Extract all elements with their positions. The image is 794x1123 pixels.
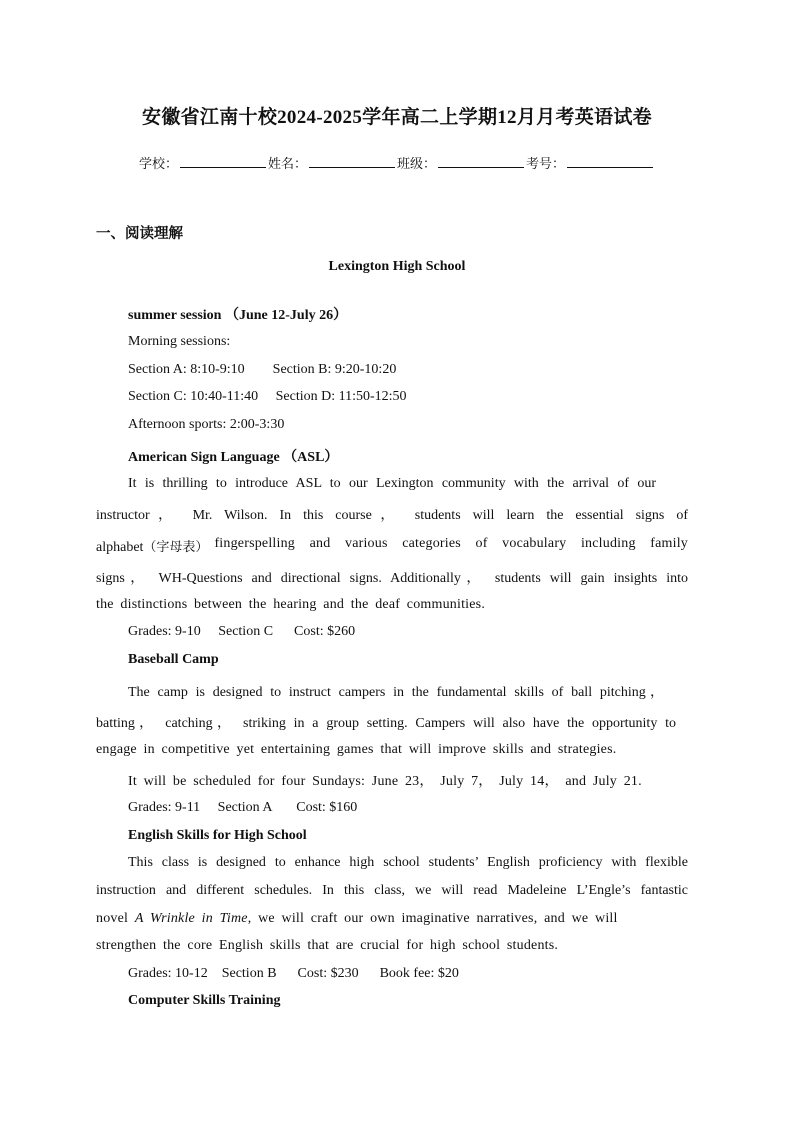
asl-line-3	[96, 536, 688, 556]
summer-row-1: Section A: 8:10-9:10 Section B: 9:20-10:20	[128, 362, 397, 377]
english-line-2: instruction and different schedules. In this class, we will read Madeleine L’Engle’s fantastic	[96, 883, 688, 898]
school-blank[interactable]	[180, 153, 266, 168]
asl-line-4: signs， WH-Questions and directional signs. Additionally， students will gain insights into	[96, 571, 688, 586]
name-label: 姓名：	[267, 157, 307, 172]
school-label: 学校：	[138, 157, 178, 172]
baseball-line-3: engage in competitive yet entertaining games that will improve skills and strategies.	[96, 742, 617, 757]
novel-title: A Wrinkle in Time	[134, 911, 248, 926]
baseball-line-2: batting， catching， striking in a group setting. Campers will also have the opportunity to	[96, 716, 676, 731]
asl-line-5: the distinctions between the hearing and the deaf communities.	[96, 597, 486, 612]
asl-line-3-end: fingerspelling and various categories of vocabulary including family	[214, 536, 688, 551]
exam-title: 安徽省江南十校2024-2025学年高二上学期12月月考英语试卷	[142, 107, 652, 128]
student-info-row	[0, 153, 794, 173]
class-blank[interactable]	[438, 153, 524, 168]
summer-afternoon: Afternoon sports: 2:00-3:30	[128, 417, 285, 432]
asl-line-3-start	[96, 536, 208, 556]
english-info: Grades: 10-12 Section B Cost: $230 Book fee: $20	[128, 966, 459, 981]
english-line-4: strengthen the core English skills that are crucial for high school students.	[96, 938, 559, 953]
exam-number-label: 考号：	[526, 157, 566, 172]
alphabet-gloss: （字母表）	[143, 540, 209, 555]
english-heading: English Skills for High School	[128, 828, 307, 843]
section-heading: 一、阅读理解	[96, 226, 183, 242]
exam-number-blank[interactable]	[567, 153, 653, 168]
passage-title: Lexington High School	[328, 259, 466, 274]
baseball-line-4: It will be scheduled for four Sundays: June 23， July 7， July 14， and July 21.	[128, 774, 642, 789]
baseball-heading: Baseball Camp	[128, 652, 219, 667]
summer-morning: Morning sessions:	[128, 334, 231, 349]
class-label: 班级：	[397, 157, 437, 172]
summer-row-2: Section C: 10:40-11:40 Section D: 11:50-12:50	[128, 389, 407, 404]
baseball-info: Grades: 9-11 Section A Cost: $160	[128, 800, 358, 815]
summer-heading: summer session （June 12-July 26）	[128, 308, 348, 323]
name-blank[interactable]	[309, 153, 395, 168]
english-line-3	[96, 911, 618, 927]
asl-line-2: instructor， Mr. Wilson. In this course， students will learn the essential signs of	[96, 508, 688, 523]
english-line-3-start: novel	[96, 911, 135, 926]
asl-line-1: It is thrilling to introduce ASL to our Lexington community with the arrival of our	[128, 476, 656, 491]
computer-heading: Computer Skills Training	[128, 993, 281, 1008]
english-line-3-end: , we will craft our own imaginative narratives, and we will	[247, 911, 618, 926]
baseball-line-1: The camp is designed to instruct campers in the fundamental skills of ball pitching，	[128, 685, 664, 700]
alphabet-word: alphabet	[96, 540, 144, 555]
english-line-1: This class is designed to enhance high school students’ English proficiency with flexible	[128, 855, 688, 870]
asl-heading: American Sign Language （ASL）	[128, 450, 339, 465]
asl-info: Grades: 9-10 Section C Cost: $260	[128, 624, 356, 639]
